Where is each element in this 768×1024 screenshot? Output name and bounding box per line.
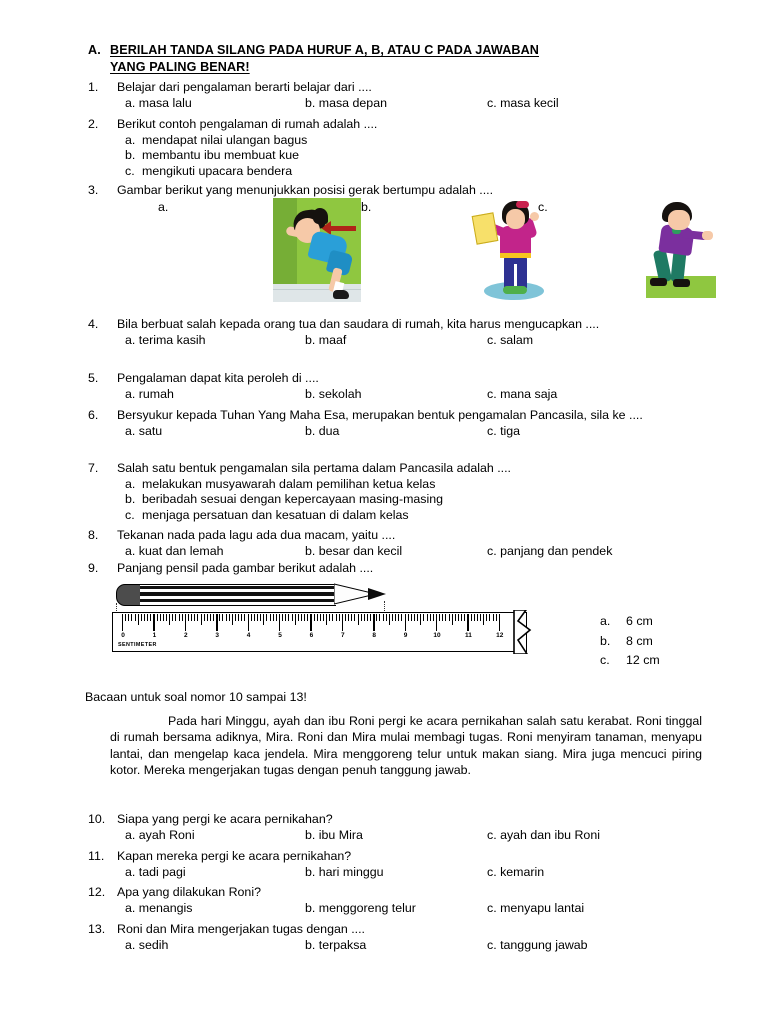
question-13 [88,922,688,954]
ruler-tick [122,614,123,631]
option-text: mendapat nilai ulangan bagus [142,132,308,147]
ruler-tick [320,614,321,621]
question-text: Tekanan nada pada lagu ada dua macam, yaitu .... [117,528,396,542]
red-arrow-icon [330,226,356,231]
question-11 [88,849,688,881]
ruler-tick [229,614,230,621]
ruler-number: 6 [309,632,314,639]
right-shoe-shape [673,279,690,287]
options-row [125,901,688,917]
question-9 [88,561,688,577]
question-text: Belajar dari pengalaman berarti belajar dari .... [117,80,372,94]
ruler-tick [141,614,142,621]
hand-shape [530,212,539,221]
question-number: 1. [88,80,99,94]
options-row [125,424,688,440]
ruler-tick [323,614,324,621]
question-text: Salah satu bentuk pengamalan sila pertama dalam Pancasila adalah .... [117,461,511,475]
ruler-number: 0 [121,632,125,639]
ruler-tick [392,614,393,621]
question-number: 6. [88,408,99,422]
reading-heading: Bacaan untuk soal nomor 10 sampai 13! [85,690,307,704]
ruler-tick [276,614,277,621]
hair-back-shape [313,208,328,224]
question-number: 9. [88,561,99,575]
ruler-tick [389,614,390,625]
ruler-tick [216,614,217,631]
options-row [125,387,688,403]
ruler-tick [244,614,245,621]
option-b[interactable]: b. sekolah [305,386,362,401]
option-text: 12 cm [626,653,660,667]
ruler-tick [279,614,280,631]
image-label-c: c. [538,200,548,214]
ruler-tick [395,614,396,621]
ruler-tick [417,614,418,621]
ruler-torn-edge [512,610,534,654]
ruler-number: 2 [183,632,188,639]
section-letter: A. [88,43,101,57]
option-text: menjaga persatuan dan kesatuan di dalam kelas [142,508,409,523]
ruler-tick [204,614,205,621]
option-a[interactable]: a. tadi pagi [125,864,186,879]
ruler-tick [436,614,437,631]
option-label: b. [125,148,136,163]
option-c[interactable]: c. salam [487,332,534,347]
ruler-tick [263,614,264,625]
ruler-tick [348,614,349,621]
option-b[interactable]: b. maaf [305,332,347,347]
ruler-tick [376,614,377,621]
ruler-tick [364,614,365,621]
ruler-tick [483,614,484,625]
ruler-tick [370,614,371,621]
question-number: 8. [88,528,99,542]
headband-shape [516,201,529,208]
option-text: beribadah sesuai dengan kepercayaan masing-masing [142,492,444,507]
option-b[interactable]: b. hari minggu [305,864,384,879]
ruler-tick [464,614,465,621]
options-row [125,544,688,560]
option-c[interactable] [600,651,660,671]
image-girl-holding-paper[interactable] [474,198,554,302]
pencil-stripe [140,592,336,596]
ruler-number: 8 [372,632,376,639]
ruler-tick [194,614,195,621]
question-number: 5. [88,371,99,385]
question-text: Panjang pensil pada gambar berikut adalah .... [117,561,374,575]
options-row [125,865,688,881]
ruler-tick [288,614,289,621]
options-row [125,96,688,112]
ruler-tick [445,614,446,621]
ruler-tick [408,614,409,621]
option-text: 8 cm [626,633,653,648]
question-number: 4. [88,317,99,331]
image-label-a: a. [158,200,169,214]
ruler-tick [292,614,293,621]
ruler-tick [160,614,161,621]
question-7 [88,461,688,524]
face-shape [506,209,525,229]
ruler-tick [125,614,126,621]
ruler-tick [182,614,183,621]
option-c[interactable]: c. panjang dan pendek [487,543,613,558]
ruler-tick [493,614,494,621]
option-c[interactable]: c. kemarin [487,864,545,879]
ruler-tick [232,614,233,625]
ruler-tick [471,614,472,621]
ruler-tick [175,614,176,621]
ruler-number: 5 [278,632,282,639]
question-8 [88,528,688,560]
ruler-tick [336,614,337,621]
options-stack [125,133,688,180]
ruler-tick [354,614,355,621]
ruler-tick [185,614,186,631]
ruler-tick [449,614,450,621]
ruler-tick [358,614,359,625]
ruler-tick [251,614,252,621]
question-1 [88,80,688,112]
option-text: membantu ibu membuat kue [142,148,300,163]
ruler-tick [301,614,302,621]
option-text: melakukan musyawarah dalam pemilihan ketua kelas [142,476,436,491]
option-b[interactable] [125,492,688,508]
ruler-tick [153,614,154,631]
option-label: b. [600,633,611,648]
ruler-tick [420,614,421,625]
ruler-number: 4 [246,632,251,639]
question-number: 13. [88,922,106,936]
ruler-tick [197,614,198,621]
section-title-line2: YANG PALING BENAR! [110,59,250,74]
hand-shape [702,231,713,240]
ruler-tick [401,614,402,621]
ruler-caption: SENTIMETER [118,642,157,648]
option-b[interactable]: b. terpaksa [305,937,367,952]
option-a[interactable]: a. menangis [125,900,193,915]
ruler-tick [373,614,374,631]
ruler-tick [329,614,330,621]
ruler-tick [260,614,261,621]
ruler-tick [345,614,346,621]
option-b[interactable]: b. besar dan kecil [305,543,403,558]
ruler-tick [411,614,412,621]
shirt-trim-shape [500,253,531,258]
option-c[interactable] [125,508,688,524]
left-shoe-shape [650,278,667,286]
ruler-tick [163,614,164,621]
image-boy-pushing-wall[interactable] [273,198,361,302]
option-a[interactable]: a. ayah Roni [125,827,195,842]
ruler-graphic [112,612,527,652]
ruler-tick [201,614,202,625]
yellow-paper-icon [472,212,499,244]
question-10 [88,812,688,844]
ruler-tick [254,614,255,621]
ruler-tick [257,614,258,621]
option-b[interactable]: b. ibu Mira [305,827,363,842]
option-label: a. [125,132,136,147]
question-number: 12. [88,885,106,899]
option-a[interactable] [125,477,688,493]
ruler-tick [467,614,468,631]
option-c[interactable]: c. menyapu lantai [487,900,585,915]
question-text: Bila berbuat salah kepada orang tua dan saudara di rumah, kita harus mengucapkan .... [117,317,600,331]
option-text: 6 cm [626,614,653,628]
ruler-tick [307,614,308,621]
ruler-tick [298,614,299,621]
ruler-tick [461,614,462,621]
ruler-tick [379,614,380,621]
ruler-number: 1 [152,632,157,639]
ruler-tick [314,614,315,621]
ruler-tick [386,614,387,621]
ruler-tick [273,614,274,621]
ruler-tick [147,614,148,621]
ruler-tick [179,614,180,621]
ruler-tick [383,614,384,621]
ruler-tick [496,614,497,621]
ruler-tick [430,614,431,621]
option-c[interactable]: c. mana saja [487,386,558,401]
option-label: b. [125,492,136,507]
ruler-tick [131,614,132,621]
ruler-tick [423,614,424,621]
option-a[interactable]: a. satu [125,423,163,438]
question-9-options [600,612,660,671]
ruler-tick [398,614,399,621]
ruler-tick [219,614,220,621]
option-c[interactable]: c. masa kecil [487,95,559,110]
ruler-tick [433,614,434,621]
ruler-tick [326,614,327,625]
ruler-tick [157,614,158,621]
ruler-number: 7 [340,632,345,639]
ruler-number: 9 [403,632,408,639]
ruler-tick [332,614,333,621]
option-c[interactable] [125,164,688,180]
ruler-tick [285,614,286,621]
ruler-tick [144,614,145,621]
ruler-tick [235,614,236,621]
ruler-tick [238,614,239,621]
ruler-tick [474,614,475,621]
option-label: c. [600,653,610,667]
ruler-number: 3 [215,632,219,639]
question-2 [88,117,688,180]
ruler-tick [304,614,305,621]
option-a[interactable] [125,133,688,149]
ruler-tick [455,614,456,621]
ruler-tick [172,614,173,621]
ruler-tick [226,614,227,621]
option-b[interactable] [600,632,660,652]
question-number: 7. [88,461,99,475]
ruler-tick [191,614,192,621]
ruler-tick [342,614,343,631]
ruler-tick [207,614,208,621]
ruler-tick [351,614,352,621]
ruler-tick [367,614,368,621]
option-a[interactable] [600,612,660,632]
ruler-tick [150,614,151,621]
pencil-lead-point [368,588,386,600]
option-a[interactable]: a. masa lalu [125,95,192,110]
ruler-tick [477,614,478,621]
option-a[interactable]: a. rumah [125,386,174,401]
ruler-number: 10 [433,632,441,639]
ruler-tick [213,614,214,621]
question-text: Berikut contoh pengalaman di rumah adalah .... [117,117,378,131]
option-a[interactable]: a. sedih [125,937,169,952]
ruler-number: 12 [496,632,504,639]
option-text: mengikuti upacara bendera [142,164,293,179]
option-label: c. [125,164,135,179]
section-title-line1: BERILAH TANDA SILANG PADA HURUF A, B, ATAU C PADA JAWABAN [110,43,539,57]
pencil-stripe [140,599,336,602]
option-c[interactable]: c. ayah dan ibu Roni [487,827,600,842]
ruler-tick [442,614,443,621]
question-text: Roni dan Mira mengerjakan tugas dengan .... [117,922,365,936]
question-number: 3. [88,183,99,197]
ruler-tick [414,614,415,621]
wall-shape [273,198,297,286]
ruler-number: 11 [464,632,472,639]
question-text: Pengalaman dapat kita peroleh di .... [117,371,319,385]
ruler-tick [138,614,139,625]
option-b[interactable]: b. dua [305,423,340,438]
shoe-shape [503,286,527,294]
pencil-ruler-figure [112,583,532,667]
ruler-tick [282,614,283,621]
question-4 [88,317,683,349]
ruler-tick [452,614,453,625]
option-b[interactable]: b. menggoreng telur [305,900,416,915]
ruler-tick [499,614,500,631]
ruler-tick [295,614,296,625]
ruler-tick [480,614,481,621]
option-b[interactable]: b. masa depan [305,95,387,110]
ruler-tick [317,614,318,621]
ruler-tick [222,614,223,621]
option-a[interactable]: a. kuat dan lemah [125,543,224,558]
ruler-tick [427,614,428,621]
question-3 [88,183,688,199]
ruler-tick [169,614,170,625]
option-label: a. [125,476,136,491]
ruler-tick [210,614,211,621]
question-12 [88,885,688,917]
image-boy-pushing-on-grass[interactable] [644,198,724,302]
options-row [125,828,688,844]
section-heading [88,42,688,75]
ruler-tick [128,614,129,621]
face-shape [668,210,690,230]
question-3-images [88,198,688,308]
ruler-tick [266,614,267,621]
question-text: Kapan mereka pergi ke acara pernikahan? [117,849,352,863]
question-number: 2. [88,117,99,131]
image-label-b: b. [361,200,372,214]
pencil-icon [116,583,391,605]
question-number: 11. [88,849,105,863]
options-stack [125,477,688,524]
question-text: Gambar berikut yang menunjukkan posisi gerak bertumpu adalah .... [117,183,494,197]
question-text: Siapa yang pergi ke acara pernikahan? [117,812,333,826]
ruler-tick [439,614,440,621]
ruler-tick [166,614,167,621]
pencil-stripe [140,586,336,589]
ruler-tick [241,614,242,621]
ruler-tick [248,614,249,631]
option-a[interactable]: a. terima kasih [125,332,206,347]
question-text: Bersyukur kepada Tuhan Yang Maha Esa, merupakan bentuk pengamalan Pancasila, sila ke .... [117,408,643,422]
ruler-tick [405,614,406,631]
ruler-tick [339,614,340,621]
ruler-tick [361,614,362,621]
question-text: Apa yang dilakukan Roni? [117,885,261,899]
ruler-tick [310,614,311,631]
option-label: c. [125,508,135,523]
ruler-tick [458,614,459,621]
ruler-tick [270,614,271,621]
ruler-tick [188,614,189,621]
option-b[interactable] [125,148,688,164]
reading-passage: Pada hari Minggu, ayah dan ibu Roni pergi ke acara pernikahan salah satu kerabat. Roni tinggal di rumah bersama adiknya, Mira. Roni dan Mira mulai membagi tugas. Roni menyiram tanaman, menyapu lantai, dan mengelap kaca jendela. Mira menggoreng telur untuk makan siang. Mira juga mencuci piring kotor. Mereka mengerjakan tugas dengan penuh tanggung jawab. [110,714,702,778]
options-row [125,333,683,349]
options-row [125,938,688,954]
question-5 [88,371,688,403]
ruler-tick [489,614,490,621]
option-label: a. [600,614,611,628]
question-number: 10. [88,812,106,826]
ruler-tick [486,614,487,621]
ruler-tick [135,614,136,621]
option-c[interactable]: c. tiga [487,423,521,438]
option-c[interactable]: c. tanggung jawab [487,937,588,952]
question-6 [88,408,688,440]
shoe-shape [333,290,349,299]
